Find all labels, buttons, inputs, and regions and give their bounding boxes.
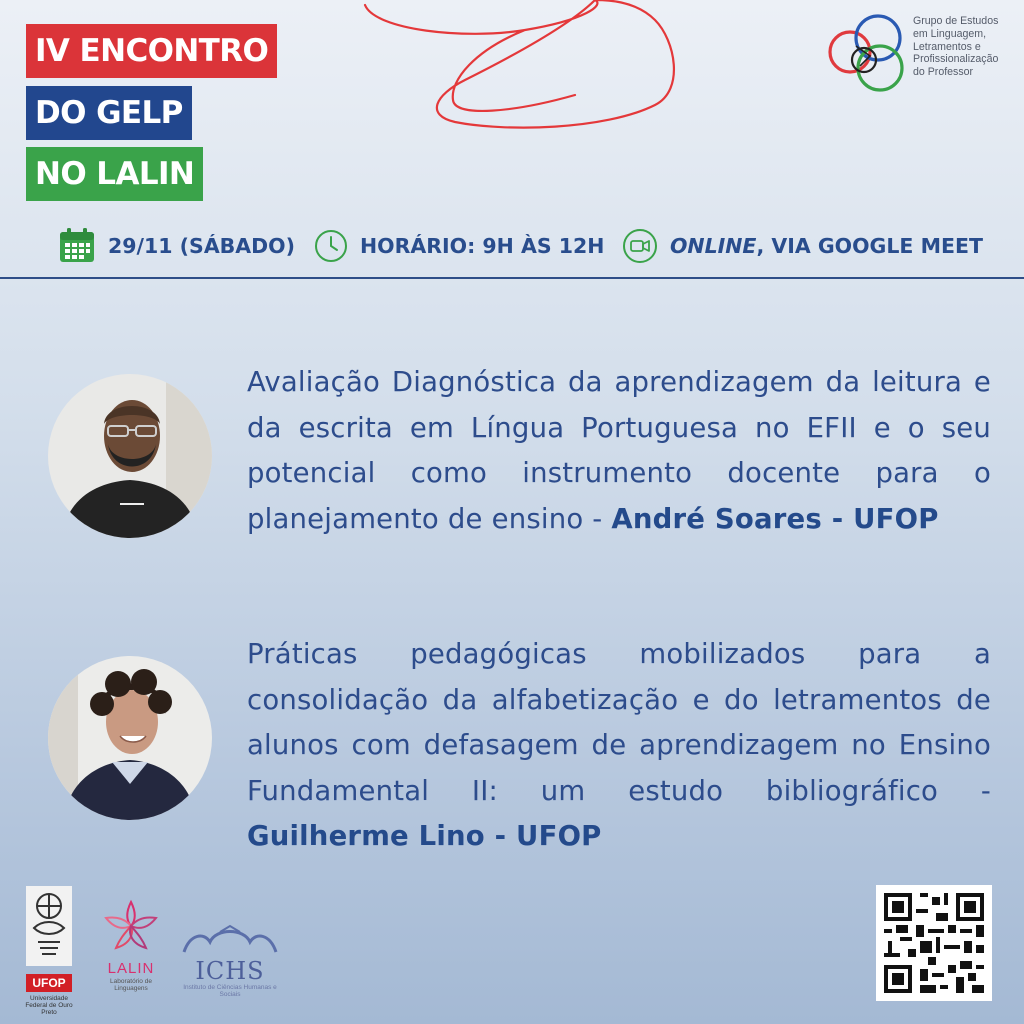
talk-2-description — [247, 632, 991, 860]
qr-code[interactable] — [876, 885, 992, 1001]
ufop-logo — [24, 884, 74, 1016]
ichs-subtitle: Instituto de Ciências Humanas e Sociais — [183, 984, 277, 998]
mode-rest-text: , VIA GOOGLE MEET — [756, 234, 983, 258]
ufop-emblem-icon — [24, 884, 74, 968]
title-line-1: IV ENCONTRO — [26, 24, 277, 78]
mode-italic-text: ONLINE — [670, 234, 757, 258]
mode-info — [622, 222, 983, 270]
time-info — [314, 222, 604, 270]
talk-2-title: Práticas pedagógicas mobilizados para a consolidação da alfabetização e do letramentos de alunos com defasagem de aprendizagem no Ensino Fundamental II: um estudo bibliográfico - — [247, 638, 991, 807]
rings-logo-icon — [826, 8, 912, 98]
lalin-label: LALIN — [107, 960, 155, 977]
group-logo-line: em Linguagem, — [913, 27, 987, 40]
group-logo-line: Grupo de Estudos — [913, 15, 999, 27]
qr-code-icon — [876, 885, 992, 1001]
decorative-scribble — [355, 0, 685, 140]
date-text: 29/11 (SÁBADO) — [108, 234, 295, 258]
ichs-logo — [180, 924, 280, 1010]
talk-1-description — [247, 360, 991, 542]
header-divider — [0, 277, 1024, 279]
talk-1-title: Avaliação Diagnóstica da aprendizagem da leitura e da escrita em Língua Portuguesa no EFII e o seu potencial como instrumento docente para o planejamento de ensino - — [247, 366, 991, 535]
video-camera-icon — [622, 228, 658, 264]
lalin-subtitle: Laboratório de Linguagens — [110, 978, 152, 992]
gelp-group-logo — [826, 8, 1022, 98]
title-line-3: NO LALIN — [26, 147, 203, 201]
date-info — [58, 222, 295, 270]
calendar-icon — [58, 227, 96, 265]
ichs-building-icon — [180, 924, 280, 954]
lalin-flower-icon — [96, 894, 166, 956]
time-text: HORÁRIO: 9H ÀS 12H — [360, 234, 605, 258]
group-logo-line: Profissionalização — [913, 53, 999, 66]
ufop-subtitle: Universidade Federal de Ouro Preto — [25, 995, 73, 1016]
talk-1-speaker: André Soares - UFOP — [611, 502, 939, 535]
talk-2-speaker: Guilherme Lino - UFOP — [247, 820, 602, 853]
ichs-label: ICHS — [195, 957, 265, 985]
ufop-label: UFOP — [26, 974, 72, 992]
group-logo-line: Letramentos e — [913, 40, 981, 53]
group-logo-line: do Professor — [913, 66, 974, 79]
speaker-photo-guilherme — [48, 656, 212, 820]
title-line-2: DO GELP — [26, 86, 192, 140]
lalin-logo — [96, 894, 166, 1004]
speaker-photo-andre — [48, 374, 212, 538]
clock-icon — [314, 229, 348, 263]
event-info-bar — [0, 222, 1024, 270]
